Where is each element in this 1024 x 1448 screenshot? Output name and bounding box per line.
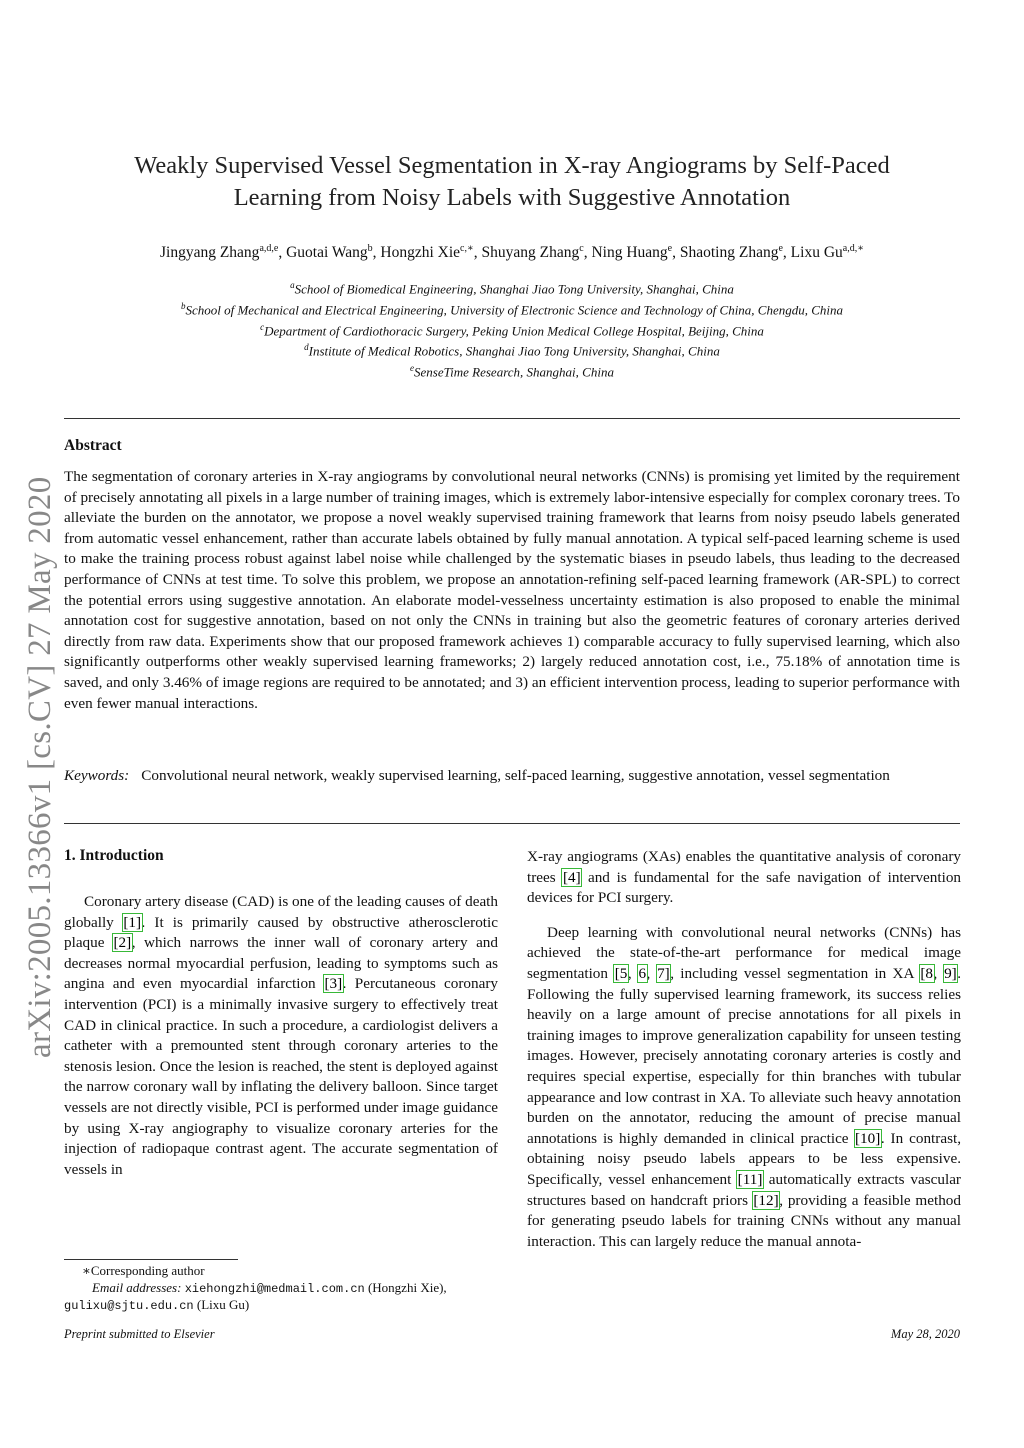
abstract-heading: Abstract (64, 437, 122, 454)
citation-link[interactable]: [2] (113, 934, 132, 952)
left-column (64, 892, 498, 1180)
affiliation-key: a (290, 280, 295, 290)
author-list: Jingyang Zhang$^{a,d,e}$, Guotai Wang$^b$, Hongzhi Xie$^{c,∗}$, Shuyang Zhang$^c$, Ning Huang$^e$, Shaoting Zhang$^e$, Lixu $Gu^{a,d,∗}$ (159, 243, 865, 262)
affiliation-text: School of Mechanical and Electrical Engineering, University of Electronic Science and Technology of China, Chengdu, China (185, 302, 844, 318)
author: Jingyang Zhang (159, 244, 260, 262)
affiliation (60, 277, 964, 298)
email-line-2 (64, 1297, 498, 1315)
affiliation-key: b (180, 300, 186, 311)
author: Shuyang Zhang (481, 244, 580, 262)
footer-date: May 28, 2020 (890, 1327, 960, 1341)
paragraph-text: automatically extracts vascular structures based on handcraft priors (527, 1170, 961, 1209)
email-link-xie[interactable]: xiehongzhi@medmail.com.cn (184, 1281, 365, 1296)
citation-link[interactable]: [1] (123, 913, 142, 931)
affiliation (60, 319, 964, 340)
affiliation (60, 298, 964, 319)
affiliation-key: d (304, 342, 309, 353)
abstract-text: The segmentation of coronary arteries in X-ray angiograms by convolutional neural networks (CNNs) is promising yet limited by the requirement of precisely annotating all pixels in a large number of training images, which is extremely labor-intensive especially for complex coronary trees. To alleviate the burden on the annotator, we propose a novel weakly supervised training framework that learns from noisy pseudo labels generated from automatic vessel enhancement, rather than accurate labels obtained by fully manual annotation. A typical self-paced learning scheme is used to make the training process robust against label noise while challenged by the systematic biases in pseudo labels, thus leading to the decreased performance of CNNs at test time. To solve this problem, we propose an annotation-refining self-paced learning framework (AR-SPL) to correct the potential errors using suggestive annotation. An elaborate model-vesselness uncertainty estimation is also proposed to enable the minimal annotation cost for suggestive annotation, based on not only the CNNs in training but also the geometric features of coronary arteries derived directly from raw data. Experiments show that our proposed framework achieves 1) comparable accuracy to fully supervised learning, which also significantly outperforms other weakly supervised learning frameworks; 2) largely reduced annotation cost, i.e., 75.18% of annotation time is saved, and only 3.46% of image regions are required to be annotated; and 3) an efficient intervention process, leading to superior performance with even fewer manual interactions. (64, 468, 960, 712)
top-rule (64, 418, 960, 419)
citation-link[interactable]: 7] (657, 964, 670, 982)
author-affiliation-mark: a,d,∗ (842, 243, 865, 254)
paragraph-text: , (646, 964, 657, 982)
intro-paragraph-continued (527, 847, 961, 909)
citation-link[interactable]: [4] (562, 868, 581, 886)
keywords-text: Convolutional neural network, weakly supervised learning, self-paced learning, suggestive annotation, vessel segmentation (141, 767, 890, 784)
paper-title (60, 150, 964, 214)
right-column (527, 847, 961, 1252)
bottom-rule (64, 823, 960, 824)
intro-paragraph-2 (527, 923, 961, 1253)
affiliation (60, 360, 964, 381)
email-label: Email addresses: (92, 1279, 182, 1295)
citation-link[interactable]: [11] (737, 1170, 763, 1188)
title-line-2: Learning from Noisy Labels with Suggestive Annotation (233, 184, 791, 211)
author: Lixu Gu (790, 244, 843, 262)
paragraph-text: . Following the fully supervised learning framework, its success relies heavily on a large amount of precise annotations for all pixels in training images to improve generalization capability for unseen testing images. However, precisely annotating coronary arteries is costly and requires special expertise, especially for thin branches with tubular appearance and low contrast in XA. To alleviate such heavy annotation burden on the annotator, reducing the amount of precise manual annotations is highly demanded in clinical practice (527, 964, 962, 1147)
section-heading-introduction: 1. Introduction (64, 847, 164, 864)
paragraph-text: , including vessel segmentation in XA (670, 964, 920, 982)
affiliation-text: Institute of Medical Robotics, Shanghai Jiao Tong University, Shanghai, China (308, 343, 720, 359)
citation-link[interactable]: 6 (638, 964, 647, 982)
email-link-gu[interactable]: gulixu@sjtu.edu.cn (64, 1299, 194, 1313)
footnote-rule (64, 1259, 238, 1260)
affiliation-key: c (260, 321, 265, 332)
paragraph-text: , providing a feasible method for generating pseudo labels for training CNNs without any manual interaction. This can largely reduce the manual annota- (527, 1191, 961, 1250)
email-owner-gu: (Lixu Gu) (196, 1297, 250, 1312)
citation-link[interactable]: 9] (944, 964, 957, 982)
affiliation-list (60, 277, 964, 381)
paragraph-text: , (627, 964, 638, 982)
author-affiliation-mark: c,∗ (460, 243, 474, 254)
affiliation-text: SenseTime Research, Shanghai, China (414, 364, 614, 380)
footer-preprint-note: Preprint submitted to Elsevier (64, 1327, 215, 1341)
paragraph-text: , which narrows the inner wall of coronary artery and decreases normal myocardial perfusion, leading to symptoms such as angina and even myocardial infarction (64, 934, 498, 993)
citation-link[interactable]: [5 (614, 964, 628, 982)
intro-paragraph-1 (64, 892, 498, 1180)
citation-link[interactable]: [3] (324, 975, 343, 993)
author: Hongzhi Xie (380, 244, 461, 262)
paragraph-text: Deep learning with convolutional neural networks (CNNs) has achieved the state-of-the-art performance for medical image segmentation (527, 923, 961, 982)
email-owner-xie: (Hongzhi Xie), (367, 1279, 447, 1295)
affiliation-key: e (410, 363, 415, 374)
paragraph-text: Coronary artery disease (CAD) is one of the leading causes of death globally (64, 893, 498, 931)
affiliation-text: Department of Cardiothoracic Surgery, Peking Union Medical College Hospital, Beijing, China (264, 322, 764, 338)
affiliation (60, 339, 964, 360)
author-affiliation-mark: a,d,e (259, 243, 279, 254)
citation-link[interactable]: [8 (920, 964, 934, 982)
paragraph-text: . In contrast, obtaining noisy pseudo labels appears to be less expensive. Specifically, vessel enhancement (527, 1129, 962, 1188)
author: Guotai Wang (286, 244, 368, 262)
author-affiliation-mark: c (579, 243, 584, 254)
keywords-label: Keywords: (64, 767, 130, 784)
author-affiliation-mark: e (778, 243, 783, 254)
citation-link[interactable]: [12] (753, 1191, 779, 1209)
author: Ning Huang (591, 244, 668, 262)
paragraph-text: . Percutaneous coronary intervention (PCI) is a minimally invasive surgery to effectively treat CAD in clinical practice. In such a procedure, a cardiologist delivers a catheter with a premounted stent through coronary arteries to the stenosis lesion. Once the lesion is reached, the stent is deployed against the narrow coronary wall by inflating the delivery balloon. Since target vessels are not directly visible, PCI is performed under image guidance by using X-ray angiography to visualize coronary arteries for the injection of radiopaque contrast agent. The accurate segmentation of vessels in (64, 975, 499, 1178)
paragraph-text: and is fundamental for the safe navigation of intervention devices for PCI surgery. (527, 868, 962, 907)
email-line (64, 1280, 498, 1298)
paragraph-text: . It is primarily caused by obstructive atherosclerotic plaque (64, 913, 498, 952)
paragraph-text: X-ray angiograms (XAs) enables the quantitative analysis of coronary trees (527, 848, 961, 886)
keywords (64, 766, 960, 787)
author-affiliation-mark: e (667, 243, 673, 254)
title-line-1: Weakly Supervised Vessel Segmentation in X-ray Angiograms by Self-Paced (134, 152, 890, 179)
footnote (64, 1263, 498, 1315)
citation-link[interactable]: [10] (855, 1129, 881, 1147)
corresponding-author-note: ∗Corresponding author (82, 1263, 205, 1278)
arxiv-side-stamp: arXiv:2005.13366v1 [cs.CV] 27 May 2020 (22, 476, 58, 1058)
affiliation-text: School of Biomedical Engineering, Shanghai Jiao Tong University, Shanghai, China (294, 281, 734, 297)
paragraph-text: , (933, 964, 944, 982)
author: Shaoting Zhang (679, 244, 779, 262)
author-affiliation-mark: b (367, 243, 373, 254)
